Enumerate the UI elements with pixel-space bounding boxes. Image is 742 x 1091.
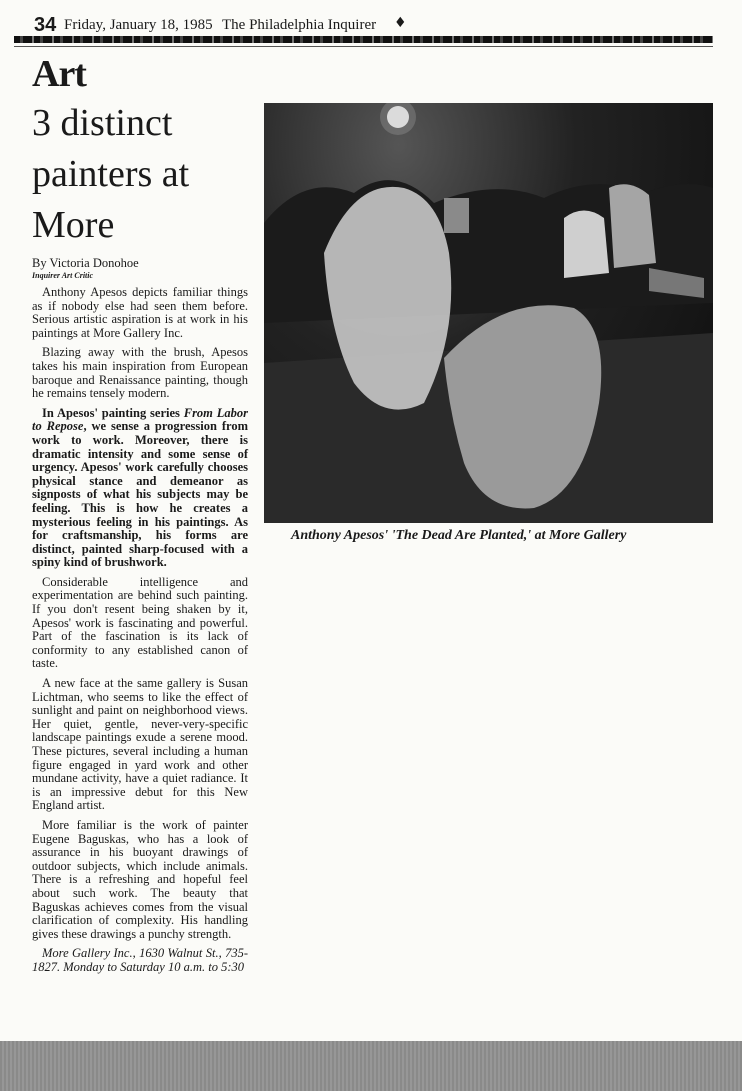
painting-photo — [264, 103, 713, 523]
page-header — [14, 10, 714, 38]
gallery-info: More Gallery Inc., 1630 Walnut St., 735-1827. Monday to Saturday 10 a.m. to 5:30 — [32, 946, 248, 974]
header-rule-thin — [14, 46, 713, 47]
page-number: 34 — [34, 14, 57, 36]
diamond-icon: ♦ — [394, 15, 407, 31]
scan-band — [0, 1041, 742, 1091]
headline: 3 distinct painters at More — [32, 102, 190, 246]
series-title: From Labor to Repose — [32, 405, 248, 434]
page-date: Friday, January 18, 1985 — [64, 17, 213, 33]
byline-role: Inquirer Art Critic — [32, 271, 94, 280]
byline: By Victoria Donohoe — [32, 256, 139, 270]
publication-name: The Philadelphia Inquirer — [222, 17, 377, 33]
bold-para-rest: , we sense a progression from work to work. Moreover, there is dramatic intensity and some sense of urgency. Apesos' work carefully chooses physical stance and demeanor as signposts of what his subjects may be feeling. This is how he creates a mysterious feeling in his paintings. As for craftsmanship, his forms are distinct, painted sharp-focused with a spiny kind of brushwork. — [32, 419, 248, 570]
paragraph-bold — [32, 407, 248, 570]
painting-image — [264, 103, 713, 523]
paragraph: Anthony Apesos depicts familiar things as if nobody else had seen them before. Serious artistic aspiration is at work in his paintings at More Gallery Inc. — [32, 285, 248, 340]
paragraph: Considerable intelligence and experimentation are behind such painting. If you don't resent being shaken by it, Apesos' work is fascinating and powerful. Part of the fascination is its lack of conformity to any established canon of taste. — [32, 574, 248, 671]
article-body — [32, 286, 248, 981]
paragraph: More familiar is the work of painter Eugene Baguskas, who has a look of assurance in his buoyant drawings of outdoor subjects, which include animals. There is a refreshing and hopeful feel about such work. The beauty that Baguskas achieves comes from the visual clarification of complexity. His handling gives these drawings a punchy strength. — [32, 817, 248, 941]
paragraph: A new face at the same gallery is Susan Lichtman, who seems to like the effect of sunlight and paint on neighborhood views. Her quiet, gentle, never-very-specific landscape paintings exude a serene mood. These pictures, several including a human figure engaged in yard work and other mundane activity, have a quiet radiance. It is an impressive debut for this New England artist. — [32, 676, 248, 813]
paragraph: Blazing away with the brush, Apesos takes his main inspiration from European baroque and Renaissance painting, though he remains tensely modern. — [32, 345, 248, 401]
photo-caption: Anthony Apesos' 'The Dead Are Planted,' at More Gallery — [291, 528, 627, 543]
bold-para-intro: In Apesos' painting series — [42, 405, 184, 420]
section-label: Art — [32, 53, 86, 95]
header-rule — [14, 36, 713, 43]
